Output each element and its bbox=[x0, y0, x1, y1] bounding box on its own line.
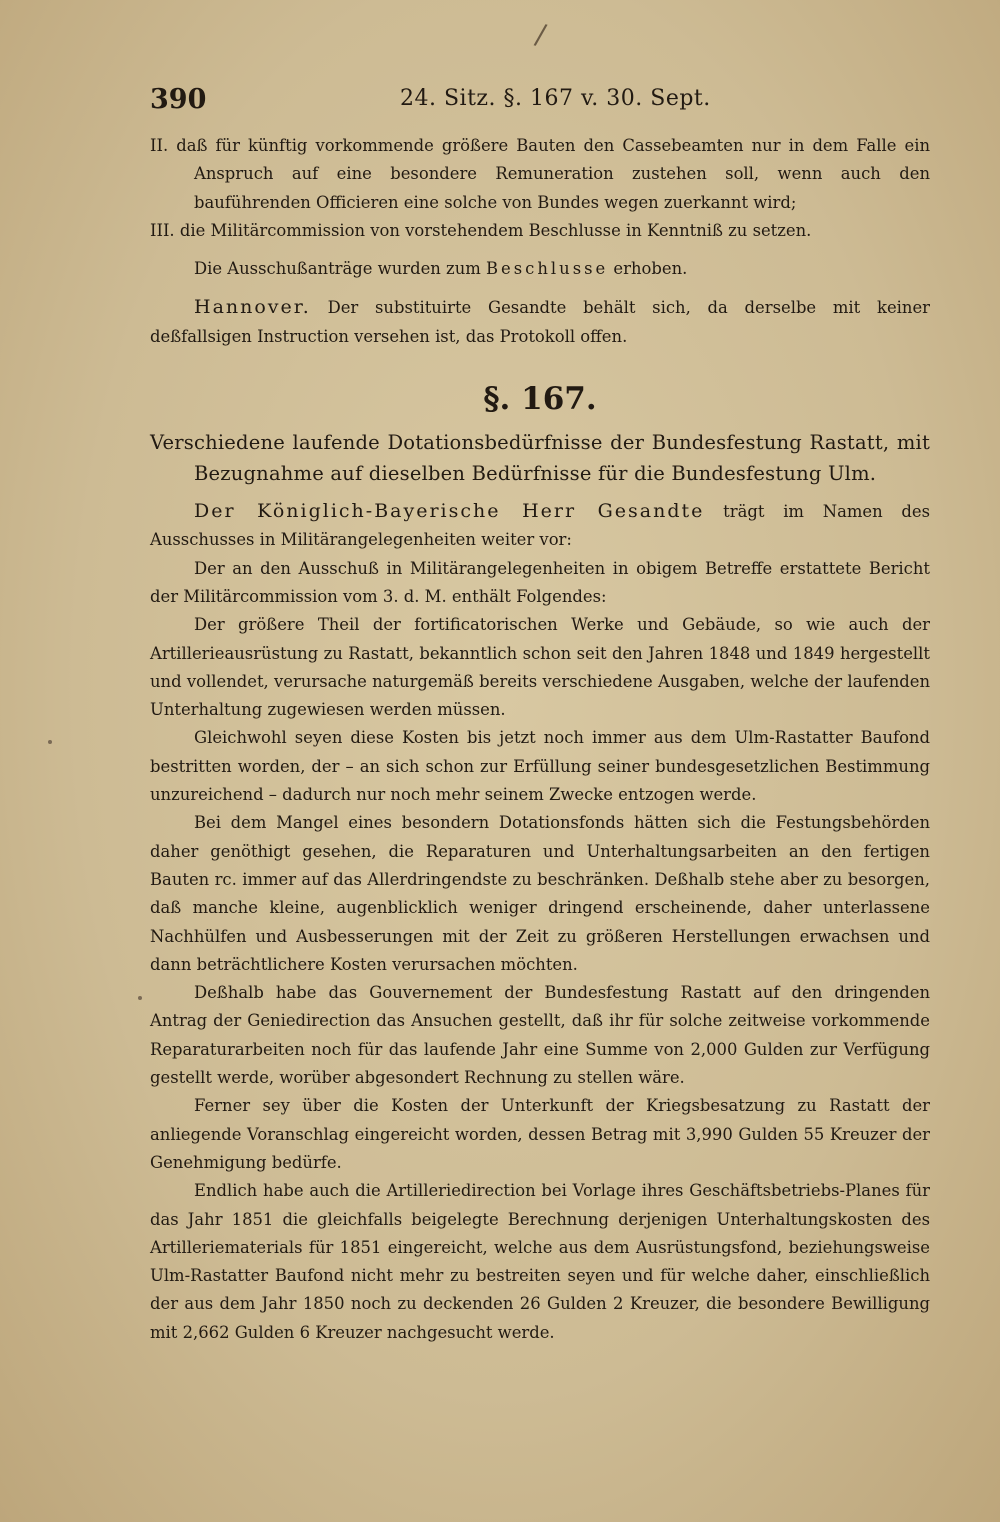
antraege-word: Beschlusse bbox=[486, 259, 609, 279]
paragraph-1: Der an den Ausschuß in Militärangelegenheiten in obigem Betreffe erstattete Bericht der Militärcommission vom 3. d. M. enthält Folgendes: bbox=[150, 558, 930, 606]
paragraph-4: Bei dem Mangel eines besondern Dotationsfonds hätten sich die Festungsbehörden daher genöthigt gesehen, die Reparaturen und Unterhaltungsarbeiten an den fertigen Bauten rc. immer auf das Allerdringendste zu beschränken. Deßhalb stehe aber zu besorgen, daß manche kleine, augenblicklich weniger dringend erscheinende, daher unterlassene Nachhülfen und Ausbesserungen mit der Zeit zu größeren Herstellungen erwachsen und dann beträchtlichere Kosten verursachen möchten. bbox=[150, 813, 930, 974]
paragraph-antraege bbox=[150, 255, 930, 283]
margin-speck bbox=[138, 996, 142, 1000]
corner-mark: / bbox=[532, 17, 549, 52]
page-header bbox=[150, 84, 930, 120]
section-subject: Verschiedene laufende Dotationsbedürfnisse der Bundesfestung Rastatt, mit Bezugnahme auf dieselben Bedürfnisse für die Bundesfestung Ulm. bbox=[150, 431, 930, 486]
section-heading: §. 167. bbox=[483, 381, 597, 418]
page-number: 390 bbox=[150, 84, 207, 115]
list-item-ii: II. daß für künftig vorkommende größere Bauten den Cassebeamten nur in dem Falle ein Anspruch auf eine besondere Remuneration zustehen soll, wenn auch den bauführenden Officieren eine solche von Bundes wegen zuerkannt wird; bbox=[150, 136, 930, 212]
paragraph-hannover bbox=[150, 293, 930, 351]
margin-speck bbox=[48, 740, 52, 744]
paragraph-bayern bbox=[150, 497, 930, 555]
antraege-pre: Die Ausschußanträge wurden zum bbox=[194, 259, 486, 279]
paragraph-3: Gleichwohl seyen diese Kosten bis jetzt noch immer aus dem Ulm-Rastatter Baufond bestritten worden, der – an sich schon zur Erfüllung seiner bundesgesetzlichen Bestimmung unzureichend – dadurch nur noch mehr seinem Zwecke entzogen werde. bbox=[150, 728, 930, 805]
paragraph-6: Ferner sey über die Kosten der Unterkunft der Kriegsbesatzung zu Rastatt der anliegende Voranschlag eingereicht worden, dessen Betrag mit 3,990 Gulden 55 Kreuzer der Genehmigung bedürfe. bbox=[150, 1096, 930, 1172]
paragraph-2: Der größere Theil der fortificatorischen Werke und Gebäude, so wie auch der Artillerieausrüstung zu Rastatt, bekanntlich schon seit den Jahren 1848 und 1849 hergestellt und vollendet, verursache naturgemäß bereits verschiedene Ausgaben, welche der laufenden Unterhaltung zugewiesen werden müssen. bbox=[150, 615, 930, 720]
bayern-name: Der Königlich-Bayerische Herr Gesandte bbox=[194, 500, 705, 523]
running-title: 24. Sitz. §. 167 v. 30. Sept. bbox=[400, 86, 711, 111]
paragraph-7: Endlich habe auch die Artilleriedirection bei Vorlage ihres Geschäftsbetriebs-Planes für das Jahr 1851 die gleichfalls beigelegte Berechnung derjenigen Unterhaltungskosten des Artilleriematerials für 1851 eingereicht, welche aus dem Ausrüstungsfond, beziehungsweise Ulm-Rastatter Baufond nicht mehr zu bestreiten seyen und für welche daher, einschließlich der aus dem Jahr 1850 noch zu deckenden 26 Gulden 2 Kreuzer, die besondere Bewilligung mit 2,662 Gulden 6 Kreuzer nachgesucht werde. bbox=[150, 1181, 930, 1342]
document-body bbox=[150, 132, 930, 1347]
list-item-iii: III. die Militärcommission von vorstehendem Beschlusse in Kenntniß zu setzen. bbox=[150, 220, 812, 240]
antraege-post: erhoben. bbox=[608, 259, 688, 279]
hannover-name: Hannover. bbox=[194, 296, 311, 319]
bayern-text: trägt im Namen des Ausschusses in Militärangelegenheiten weiter vor: bbox=[150, 502, 930, 550]
paragraph-5: Deßhalb habe das Gouvernement der Bundesfestung Rastatt auf den dringenden Antrag der Geniedirection das Ansuchen gestellt, daß ihr für solche zeitweise vorkommende Reparaturarbeiten noch für das laufende Jahr eine Summe von 2,000 Gulden zur Verfügung gestellt werde, worüber abgesondert Rechnung zu stellen wäre. bbox=[150, 983, 930, 1088]
hannover-text: Der substituirte Gesandte behält sich, da derselbe mit keiner deßfallsigen Instruction versehen ist, das Protokoll offen. bbox=[150, 298, 930, 346]
